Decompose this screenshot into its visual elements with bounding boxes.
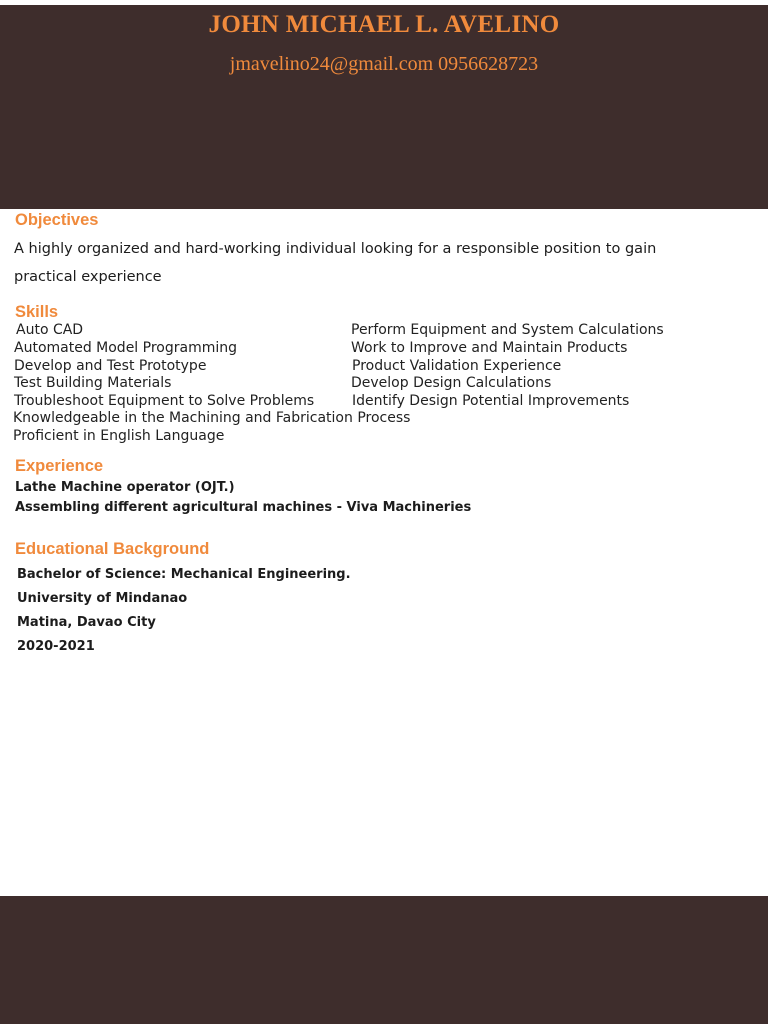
education-item: 2020-2021 (17, 639, 95, 654)
skill-item: Develop and Test Prototype (14, 358, 207, 374)
experience-heading: Experience (15, 457, 104, 475)
skill-item: Auto CAD (16, 322, 84, 338)
objectives-text: A highly organized and hard-working individual looking for a responsible position to gain practical experience (14, 241, 657, 285)
skill-item: Develop Design Calculations (351, 375, 552, 391)
applicant-name: JOHN MICHAEL L. AVELINO (208, 11, 560, 38)
skill-item: Test Building Materials (14, 375, 172, 391)
experience-item: Lathe Machine operator (OJT.) (15, 480, 235, 495)
contact-info: jmavelino24@gmail.com 0956628723 (229, 53, 539, 75)
education-item: University of Mindanao (17, 591, 188, 606)
skill-item: Perform Equipment and System Calculations (351, 322, 664, 338)
skill-item: Knowledgeable in the Machining and Fabrication Process (13, 410, 411, 426)
skill-item: Work to Improve and Maintain Products (351, 340, 628, 356)
education-heading: Educational Background (15, 540, 210, 558)
skill-item: Troubleshoot Equipment to Solve Problems (14, 393, 315, 409)
skill-item: Automated Model Programming (14, 340, 238, 356)
footer-band (0, 896, 768, 1024)
objectives-heading: Objectives (15, 211, 99, 229)
education-item: Matina, Davao City (17, 615, 156, 630)
header-band (0, 5, 768, 209)
skills-heading: Skills (15, 303, 59, 321)
skill-item: Product Validation Experience (352, 358, 562, 374)
education-item: Bachelor of Science: Mechanical Engineering. (17, 567, 351, 582)
skill-item: Proficient in English Language (13, 428, 225, 444)
experience-item: Assembling different agricultural machines - Viva Machineries (15, 500, 472, 515)
skill-item: Identify Design Potential Improvements (352, 393, 630, 409)
